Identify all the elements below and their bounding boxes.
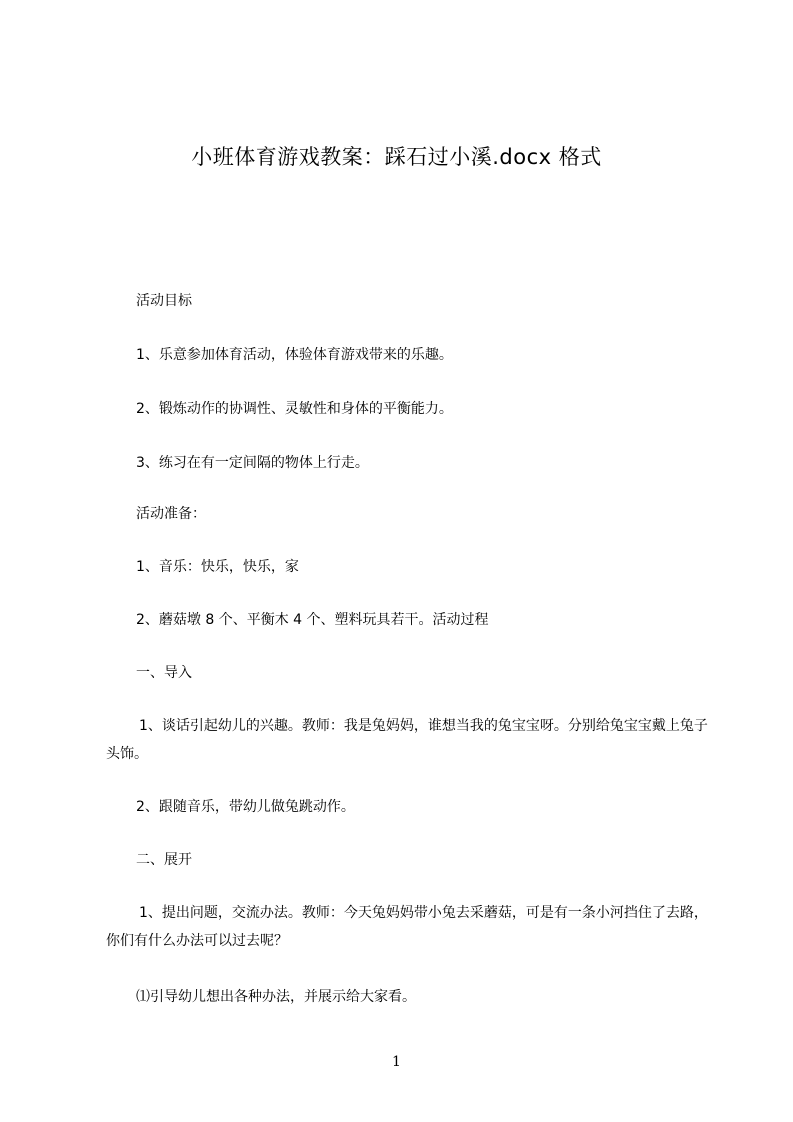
paragraph-preparation-1: 1、音乐：快乐，快乐，家	[136, 559, 299, 575]
paragraph-goal-1: 1、乐意参加体育活动，体验体育游戏带来的乐趣。	[136, 347, 453, 363]
paragraph-section-develop-heading: 二、展开	[136, 852, 192, 868]
paragraph-goal-2: 2、锻炼动作的协调性、灵敏性和身体的平衡能力。	[136, 401, 453, 417]
paragraph-goal-3: 3、练习在有一定间隔的物体上行走。	[136, 455, 369, 471]
document-title: 小班体育游戏教案：踩石过小溪.docx 格式	[191, 145, 602, 169]
paragraph-intro-2: 2、跟随音乐，带幼儿做兔跳动作。	[136, 799, 355, 815]
paragraph-preparation-2: 2、蘑菇墩 8 个、平衡木 4 个、塑料玩具若干。活动过程	[136, 612, 489, 628]
paragraph-preparation-heading: 活动准备：	[136, 506, 206, 522]
paragraph-develop-1: 1、提出问题，交流办法。教师：今天兔妈妈带小兔去采蘑菇，可是有一条小河挡住了去路，你们有什么办法可以过去呢？	[106, 905, 708, 949]
page-number: 1	[392, 1054, 401, 1070]
paragraph-intro-1: 1、谈话引起幼儿的兴趣。教师：我是兔妈妈，谁想当我的兔宝宝呀。分别给兔宝宝戴上兔子头饰。	[106, 718, 708, 762]
paragraph-activity-goals-heading: 活动目标	[136, 293, 192, 309]
paragraph-develop-1-sub-1: ⑴引导幼儿想出各种办法，并展示给大家看。	[136, 989, 416, 1005]
paragraph-section-intro-heading: 一、导入	[136, 665, 192, 681]
